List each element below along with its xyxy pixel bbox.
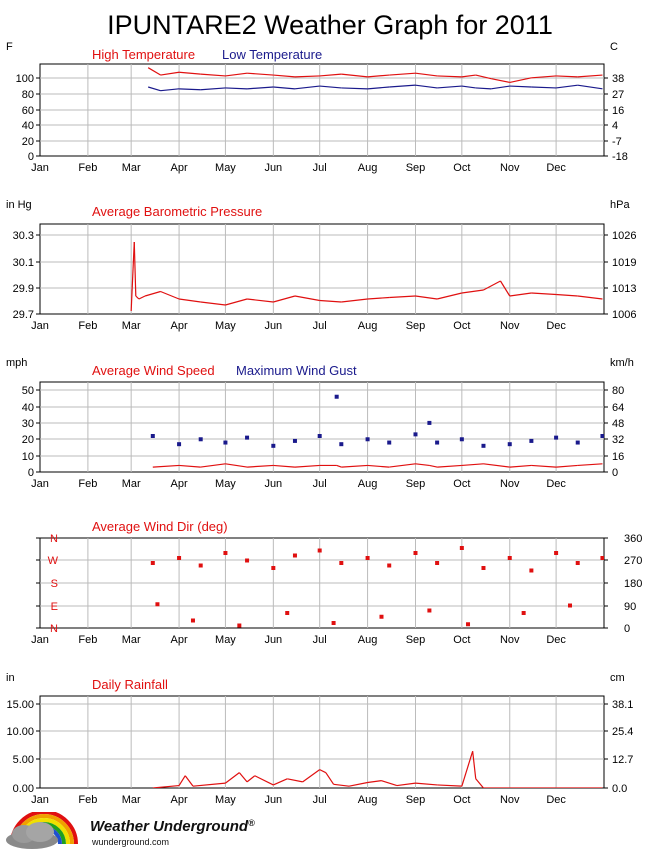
- y-tick-label-right: 12.7: [612, 754, 634, 766]
- data-point: [177, 442, 181, 446]
- month-label: Jan: [31, 478, 49, 490]
- data-point: [466, 622, 470, 626]
- y-tick-label-right: -18: [612, 151, 628, 163]
- data-point: [293, 439, 297, 443]
- data-point: [318, 434, 322, 438]
- data-point: [191, 619, 195, 623]
- y-tick-label-left: E: [50, 601, 58, 613]
- month-label: Apr: [170, 634, 188, 646]
- data-point: [508, 442, 512, 446]
- y-tick-label-right: 90: [624, 601, 637, 613]
- legend-label: Low Temperature: [222, 47, 323, 62]
- data-point: [435, 441, 439, 445]
- y-tick-label-left: 0.00: [12, 783, 34, 795]
- legend-label: Maximum Wind Gust: [236, 363, 357, 378]
- y-tick-label-left: 29.9: [12, 283, 34, 295]
- data-point: [481, 566, 485, 570]
- month-label: Jul: [312, 634, 327, 646]
- y-tick-label-left: 60: [21, 105, 34, 117]
- y-tick-label-right: 38.1: [612, 699, 634, 711]
- y-tick-label-right: 64: [612, 402, 625, 414]
- month-label: Jun: [264, 320, 283, 332]
- plot-frame: [40, 382, 604, 472]
- data-point: [576, 441, 580, 445]
- month-label: Feb: [78, 634, 98, 646]
- month-label: Jul: [312, 478, 327, 490]
- y-tick-label-right: 16: [612, 105, 625, 117]
- month-label: Jan: [31, 634, 49, 646]
- data-point: [568, 604, 572, 608]
- chart-panel-1: [6, 41, 628, 174]
- y-tick-label-left: 0: [27, 151, 34, 163]
- y-tick-label-right: 360: [624, 533, 643, 545]
- data-point: [576, 561, 580, 565]
- month-label: May: [215, 162, 236, 174]
- month-label: Dec: [546, 634, 566, 646]
- month-label: Nov: [499, 794, 520, 806]
- data-point: [223, 441, 227, 445]
- left-unit-label: F: [6, 41, 13, 53]
- data-point: [554, 551, 558, 555]
- y-tick-label-left: 0: [27, 467, 34, 479]
- cloud-rainbow-icon: [2, 812, 86, 850]
- y-tick-label-right: 4: [612, 120, 619, 132]
- month-label: Mar: [121, 478, 141, 490]
- right-unit-label: cm: [610, 672, 625, 684]
- month-label: Jun: [264, 478, 283, 490]
- y-tick-label-left: 100: [15, 73, 34, 85]
- month-label: Jun: [264, 634, 283, 646]
- y-tick-label-left: W: [47, 555, 58, 567]
- y-tick-label-right: 25.4: [612, 726, 634, 738]
- data-point: [387, 441, 391, 445]
- y-tick-label-left: N: [50, 623, 58, 635]
- month-label: Mar: [121, 634, 141, 646]
- left-unit-label: in: [6, 672, 15, 684]
- chart-panel-2: [6, 199, 636, 332]
- left-unit-label: in Hg: [6, 199, 32, 211]
- y-tick-label-left: 29.7: [12, 309, 34, 321]
- data-point: [151, 561, 155, 565]
- month-label: Jul: [312, 794, 327, 806]
- data-point: [151, 434, 155, 438]
- data-point: [379, 615, 383, 619]
- y-tick-label-left: 20: [21, 434, 34, 446]
- data-point: [554, 436, 558, 440]
- y-tick-label-left: N: [50, 533, 58, 545]
- y-tick-label-right: 0: [624, 623, 631, 635]
- y-tick-label-right: 1019: [612, 257, 637, 269]
- month-label: Aug: [357, 634, 378, 646]
- legend-label: High Temperature: [92, 47, 196, 62]
- month-label: Oct: [453, 794, 471, 806]
- month-label: Nov: [499, 634, 520, 646]
- month-label: Dec: [546, 320, 566, 332]
- data-point: [199, 564, 203, 568]
- data-point: [339, 561, 343, 565]
- month-label: Dec: [546, 478, 566, 490]
- y-tick-label-right: 32: [612, 434, 625, 446]
- month-label: Dec: [546, 162, 566, 174]
- y-tick-label-left: 5.00: [12, 754, 34, 766]
- data-point: [285, 611, 289, 615]
- brand-url: wunderground.com: [92, 837, 170, 847]
- month-label: Jul: [312, 162, 327, 174]
- legend-label: Average Wind Dir (deg): [92, 519, 228, 534]
- y-tick-label-right: 0.0: [612, 783, 628, 795]
- data-point: [271, 444, 275, 448]
- month-label: Oct: [453, 162, 471, 174]
- data-point: [366, 556, 370, 560]
- data-point: [332, 621, 336, 625]
- data-point: [508, 556, 512, 560]
- data-point: [435, 561, 439, 565]
- month-label: Oct: [453, 634, 471, 646]
- data-point: [245, 436, 249, 440]
- month-label: May: [215, 320, 236, 332]
- left-unit-label: mph: [6, 357, 28, 369]
- y-tick-label-right: 48: [612, 418, 625, 430]
- month-label: Oct: [453, 478, 471, 490]
- data-point: [366, 437, 370, 441]
- data-point: [155, 602, 159, 606]
- month-label: Aug: [357, 478, 378, 490]
- month-label: Aug: [357, 162, 378, 174]
- month-label: Nov: [499, 162, 520, 174]
- month-label: Jun: [264, 162, 283, 174]
- y-tick-label-right: 27: [612, 89, 625, 101]
- data-point: [522, 611, 526, 615]
- y-tick-label-right: 1006: [612, 309, 637, 321]
- data-point: [529, 439, 533, 443]
- legend-label: Daily Rainfall: [92, 677, 168, 692]
- y-tick-label-right: 1026: [612, 230, 637, 242]
- month-label: Feb: [78, 478, 98, 490]
- y-tick-label-left: 10.00: [6, 726, 34, 738]
- y-tick-label-right: -7: [612, 136, 622, 148]
- y-tick-label-left: 80: [21, 89, 34, 101]
- y-tick-label-left: 15.00: [6, 699, 34, 711]
- data-point: [177, 556, 181, 560]
- y-tick-label-right: 270: [624, 555, 643, 567]
- month-label: Jan: [31, 162, 49, 174]
- data-point: [529, 569, 533, 573]
- legend-label: Average Wind Speed: [92, 363, 215, 378]
- data-point: [199, 437, 203, 441]
- month-label: Sep: [405, 162, 426, 174]
- y-tick-label-left: 50: [21, 385, 34, 397]
- right-unit-label: hPa: [610, 199, 630, 211]
- data-point: [600, 434, 604, 438]
- y-tick-label-left: 40: [21, 402, 34, 414]
- right-unit-label: km/h: [610, 357, 634, 369]
- month-label: Feb: [78, 162, 98, 174]
- month-label: Apr: [170, 478, 188, 490]
- month-label: Aug: [357, 794, 378, 806]
- data-point: [245, 559, 249, 563]
- y-tick-label-left: 20: [21, 136, 34, 148]
- month-label: Mar: [121, 162, 141, 174]
- data-point: [339, 442, 343, 446]
- y-tick-label-right: 80: [612, 385, 625, 397]
- month-label: Apr: [170, 794, 188, 806]
- chart-panel-3: [6, 357, 634, 490]
- data-point: [335, 395, 339, 399]
- month-label: Jul: [312, 320, 327, 332]
- month-label: Apr: [170, 320, 188, 332]
- month-label: Feb: [78, 794, 98, 806]
- month-label: Jan: [31, 794, 49, 806]
- y-tick-label-left: 30.1: [12, 257, 34, 269]
- month-label: Dec: [546, 794, 566, 806]
- plot-frame: [40, 696, 604, 788]
- data-point: [237, 624, 241, 628]
- y-tick-label-right: 16: [612, 451, 625, 463]
- month-label: Sep: [405, 794, 426, 806]
- page-title: IPUNTARE2 Weather Graph for 2011: [107, 10, 553, 40]
- y-tick-label-left: S: [50, 578, 58, 590]
- month-label: Mar: [121, 794, 141, 806]
- data-point: [600, 556, 604, 560]
- month-label: Sep: [405, 634, 426, 646]
- month-label: Sep: [405, 320, 426, 332]
- month-label: Apr: [170, 162, 188, 174]
- data-point: [413, 432, 417, 436]
- month-label: May: [215, 634, 236, 646]
- y-tick-label-left: 30: [21, 418, 34, 430]
- data-point: [318, 549, 322, 553]
- brand-name: Weather Underground®: [90, 818, 255, 835]
- month-label: May: [215, 794, 236, 806]
- y-tick-label-right: 180: [624, 578, 643, 590]
- y-tick-label-right: 38: [612, 73, 625, 85]
- y-tick-label-right: 1013: [612, 283, 637, 295]
- month-label: May: [215, 478, 236, 490]
- data-point: [427, 421, 431, 425]
- month-label: Feb: [78, 320, 98, 332]
- branding: [0, 808, 400, 848]
- month-label: Sep: [405, 478, 426, 490]
- y-tick-label-left: 40: [21, 120, 34, 132]
- month-label: Oct: [453, 320, 471, 332]
- right-unit-label: C: [610, 41, 618, 53]
- y-tick-label-left: 10: [21, 451, 34, 463]
- data-point: [293, 554, 297, 558]
- data-point: [460, 546, 464, 550]
- data-point: [271, 566, 275, 570]
- data-point: [427, 609, 431, 613]
- y-tick-label-right: 0: [612, 467, 619, 479]
- legend-label: Average Barometric Pressure: [92, 204, 263, 219]
- chart-panel-5: [6, 672, 633, 806]
- data-point: [387, 564, 391, 568]
- month-label: Mar: [121, 320, 141, 332]
- month-label: Nov: [499, 478, 520, 490]
- month-label: Aug: [357, 320, 378, 332]
- month-label: Jan: [31, 320, 49, 332]
- month-label: Jun: [264, 794, 283, 806]
- data-point: [413, 551, 417, 555]
- data-point: [223, 551, 227, 555]
- month-label: Nov: [499, 320, 520, 332]
- y-tick-label-left: 30.3: [12, 230, 34, 242]
- data-point: [481, 444, 485, 448]
- chart-panel-4: [31, 519, 642, 646]
- data-point: [460, 437, 464, 441]
